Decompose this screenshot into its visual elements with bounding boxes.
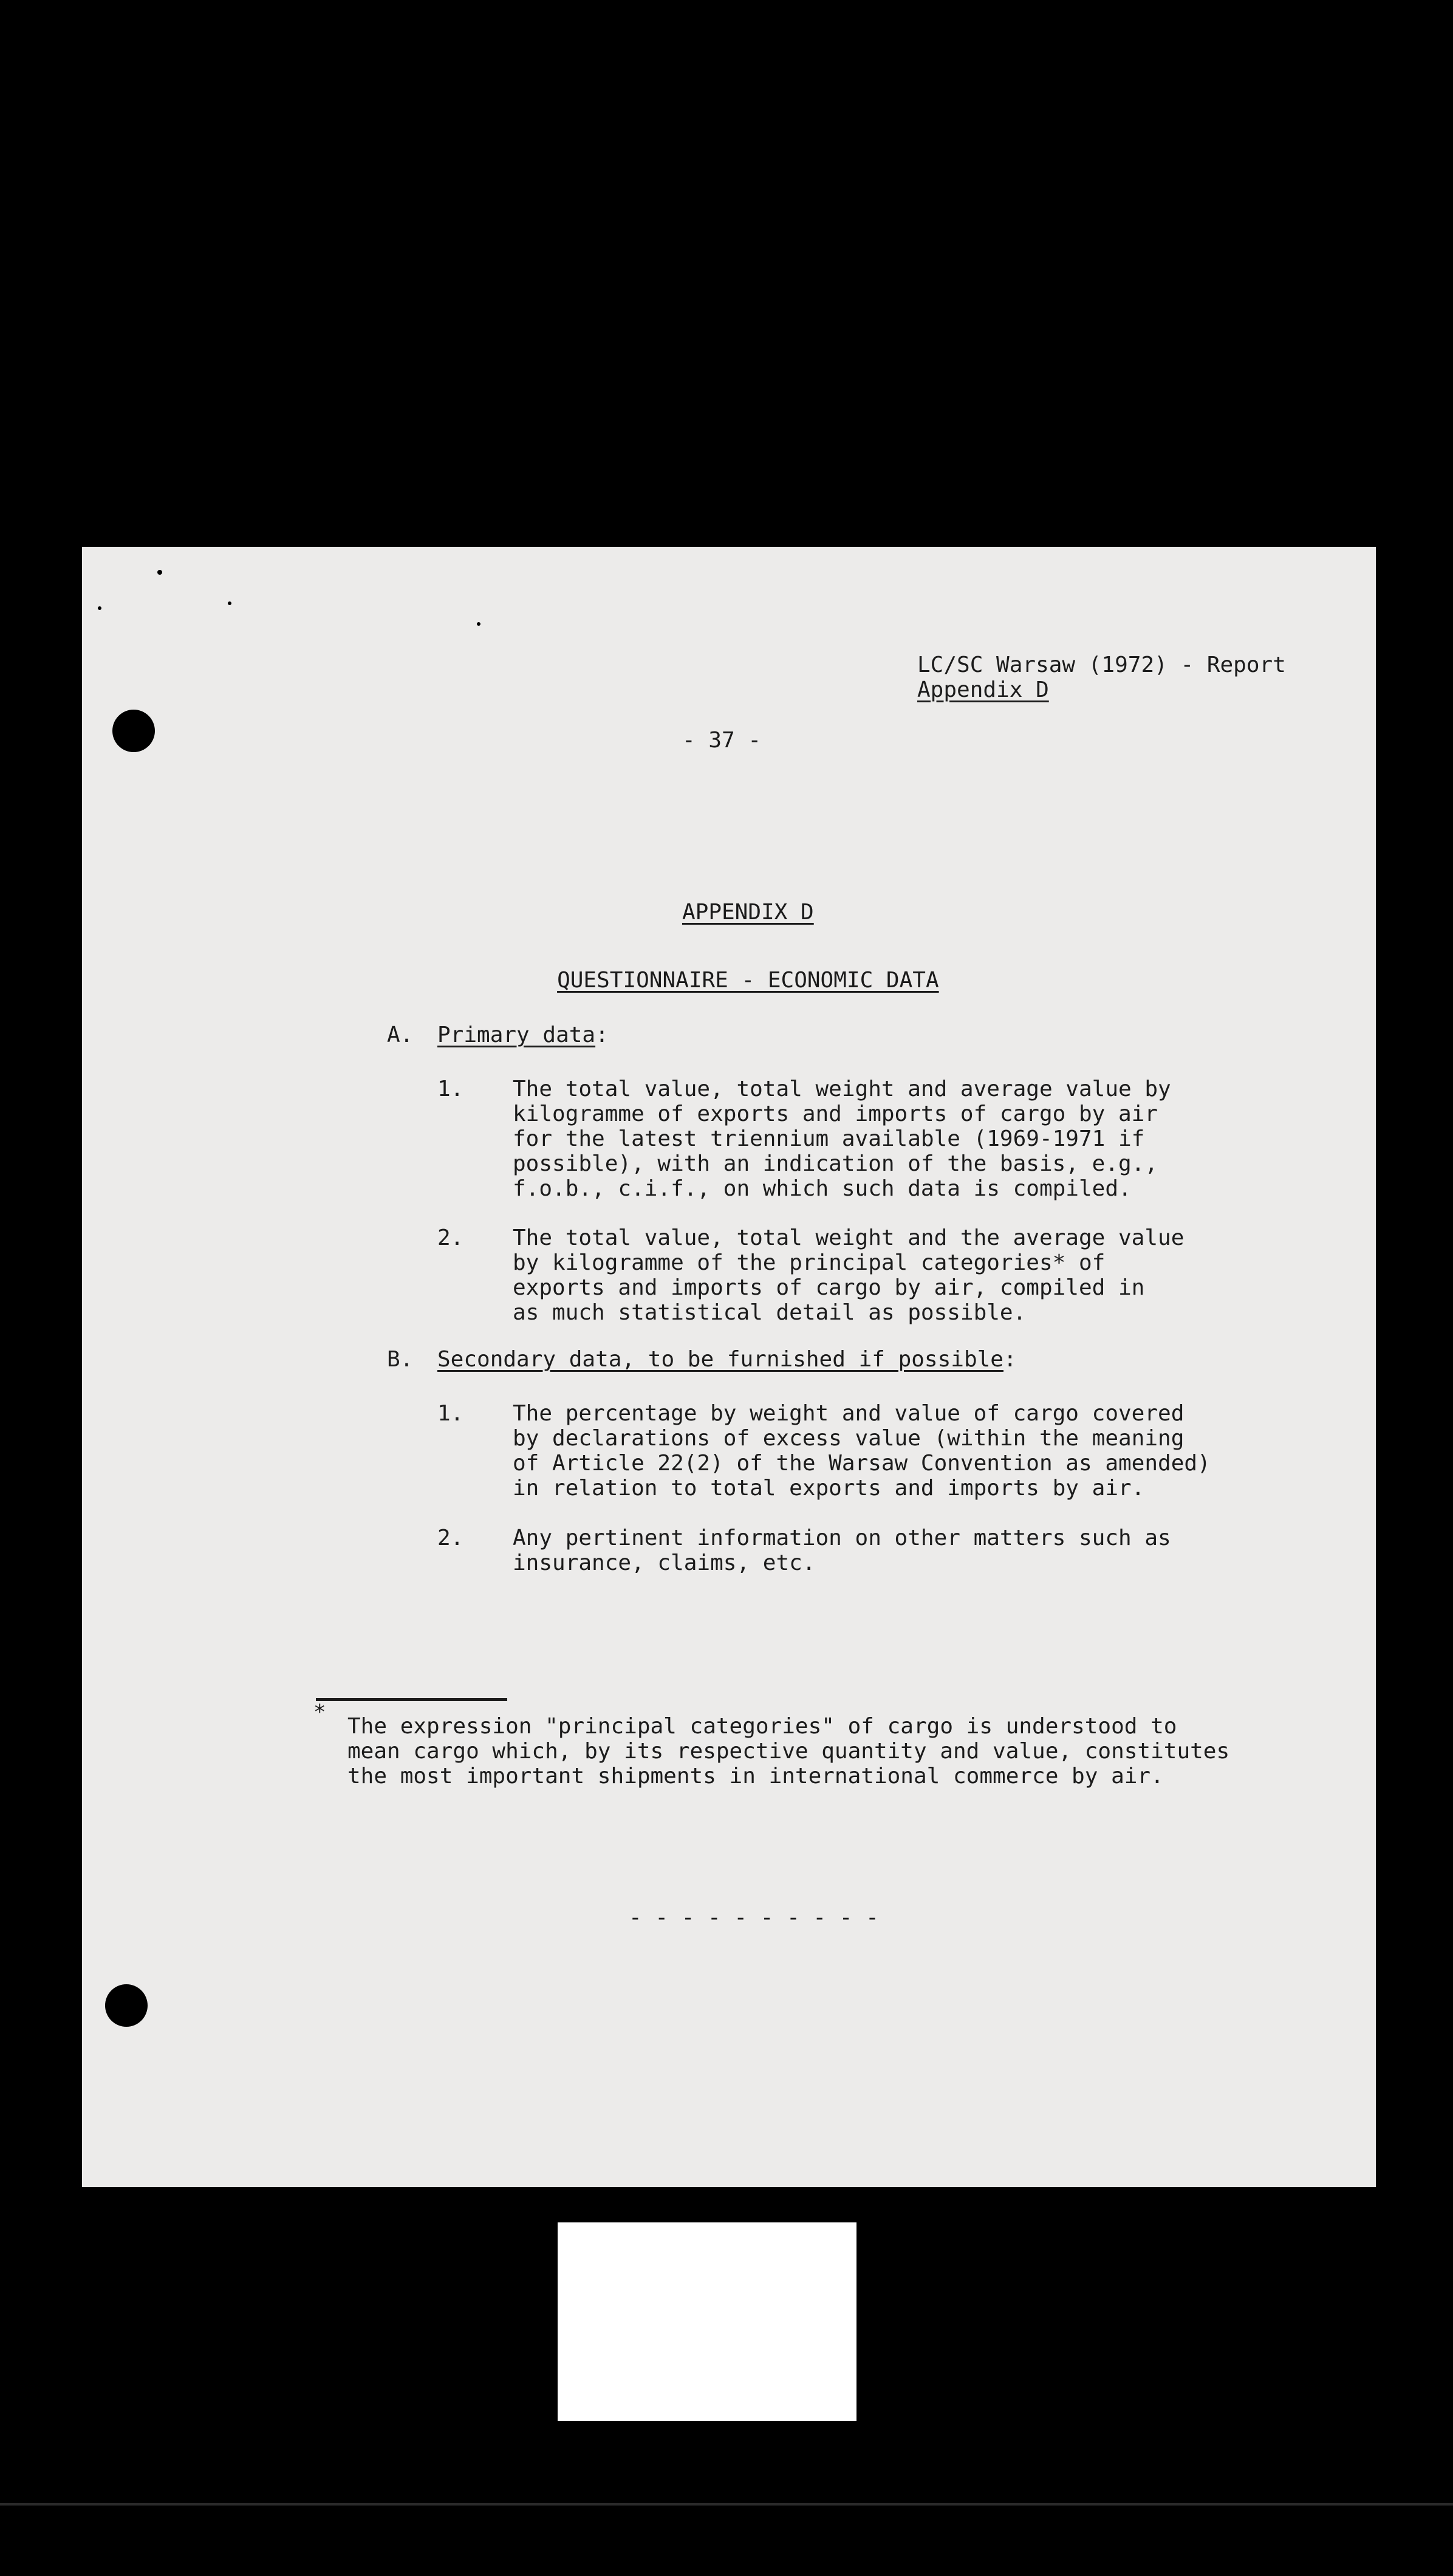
section-b-item-2-line-1: Any pertinent information on other matters such as bbox=[513, 1526, 1171, 1550]
punch-hole-bottom bbox=[105, 1984, 148, 2027]
document-reference: LC/SC Warsaw (1972) - Report bbox=[917, 653, 1286, 677]
section-a-item-2-number: 2. bbox=[437, 1225, 464, 1250]
section-b-heading-colon: : bbox=[1003, 1347, 1017, 1372]
scan-speck bbox=[157, 570, 162, 575]
section-a-heading-text: Primary data bbox=[437, 1023, 596, 1047]
footnote-line-3: the most important shipments in international commerce by air. bbox=[347, 1764, 1164, 1789]
blank-label-box bbox=[558, 2222, 856, 2421]
scan-speck bbox=[228, 601, 231, 605]
section-a-item-1-line-2: kilogramme of exports and imports of cargo by air bbox=[513, 1101, 1158, 1126]
document-page bbox=[82, 547, 1376, 2187]
section-a-item-1-number: 1. bbox=[437, 1077, 464, 1101]
section-a-heading bbox=[437, 1023, 609, 1047]
footnote-line-1: The expression "principal categories" of cargo is understood to bbox=[347, 1714, 1177, 1739]
scan-edge-line bbox=[0, 2503, 1453, 2506]
section-b-item-2-number: 2. bbox=[437, 1526, 464, 1550]
section-a-item-2-line-4: as much statistical detail as possible. bbox=[513, 1300, 1027, 1325]
end-of-document-marker: - - - - - - - - - - bbox=[629, 1905, 879, 1930]
section-b-item-1-number: 1. bbox=[437, 1401, 464, 1426]
section-b-item-1-line-1: The percentage by weight and value of cargo covered bbox=[513, 1401, 1185, 1426]
section-a-item-1-line-5: f.o.b., c.i.f., on which such data is compiled. bbox=[513, 1176, 1132, 1201]
section-a-item-1-line-4: possible), with an indication of the basis, e.g., bbox=[513, 1151, 1158, 1176]
section-a-item-2-line-3: exports and imports of cargo by air, compiled in bbox=[513, 1275, 1145, 1300]
section-a-item-1-line-1: The total value, total weight and average value by bbox=[513, 1077, 1171, 1101]
section-b-item-1-line-3: of Article 22(2) of the Warsaw Convention as amended) bbox=[513, 1451, 1211, 1476]
questionnaire-title-text: QUESTIONNAIRE - ECONOMIC DATA bbox=[557, 968, 939, 993]
document-appendix-reference: Appendix D bbox=[917, 677, 1049, 702]
footnote-rule bbox=[316, 1698, 507, 1701]
section-b-heading-text: Secondary data, to be furnished if possible bbox=[437, 1347, 1003, 1372]
section-a-item-2-line-1: The total value, total weight and the average value bbox=[513, 1225, 1185, 1250]
section-a-item-2-line-2: by kilogramme of the principal categories* of bbox=[513, 1250, 1106, 1275]
page-number: - 37 - bbox=[682, 728, 762, 753]
section-b-item-1-line-4: in relation to total exports and imports by air. bbox=[513, 1476, 1145, 1501]
section-b-letter: B. bbox=[387, 1347, 414, 1372]
section-b-item-2-line-2: insurance, claims, etc. bbox=[513, 1550, 816, 1575]
section-b-item-1-line-2: by declarations of excess value (within the meaning bbox=[513, 1426, 1185, 1451]
scan-speck bbox=[98, 606, 101, 610]
appendix-title bbox=[75, 875, 1369, 950]
section-a-item-1-line-3: for the latest triennium available (1969-1971 if bbox=[513, 1126, 1145, 1151]
section-a-letter: A. bbox=[387, 1023, 414, 1047]
footnote-marker: * bbox=[313, 1700, 326, 1724]
questionnaire-title bbox=[75, 943, 1369, 1018]
section-b-heading bbox=[437, 1347, 1017, 1372]
section-a-heading-colon: : bbox=[595, 1023, 609, 1047]
appendix-title-text: APPENDIX D bbox=[682, 900, 814, 925]
scan-speck bbox=[477, 622, 480, 626]
footnote-line-2: mean cargo which, by its respective quantity and value, constitutes bbox=[347, 1739, 1230, 1764]
